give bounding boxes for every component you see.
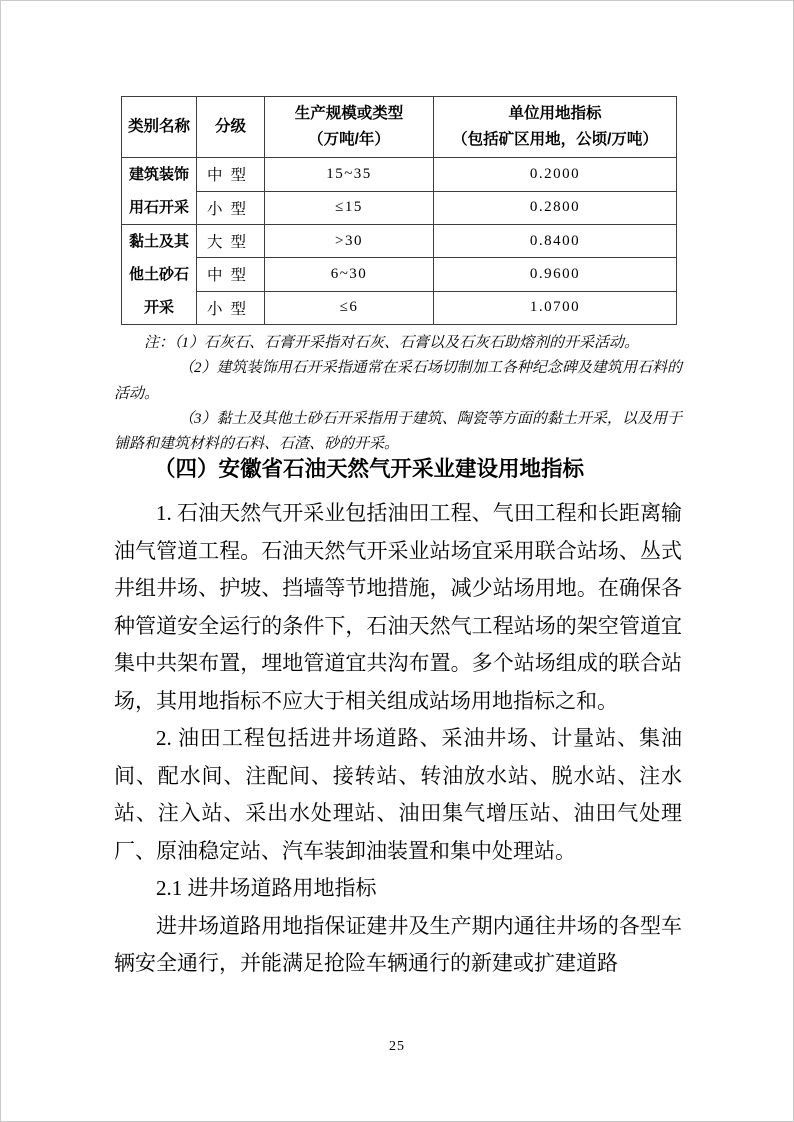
cell-scale: 15~35 bbox=[265, 158, 434, 192]
header-indicator-line2: （包括矿区用地，公顷/万吨） bbox=[452, 131, 658, 148]
table-header-row bbox=[122, 97, 677, 158]
table-row bbox=[122, 258, 677, 291]
cell-scale: 6~30 bbox=[265, 258, 434, 291]
header-category: 类别名称 bbox=[122, 97, 197, 158]
cell-indicator: 0.9600 bbox=[434, 258, 677, 291]
page-number: 25 bbox=[389, 1039, 405, 1054]
header-scale-line2: （万吨/年） bbox=[308, 131, 390, 148]
cell-grade: 大型 bbox=[197, 225, 265, 258]
header-grade: 分级 bbox=[197, 97, 265, 158]
cell-indicator: 0.2800 bbox=[434, 191, 677, 225]
header-scale bbox=[265, 97, 434, 158]
paragraph-2: 2. 油田工程包括进井场道路、采油井场、计量站、集油间、配水间、注配间、接转站、转油放水站、脱水站、注水站、注入站、采出水处理站、油田集气增压站、油田气处理厂、原油稳定站、汽车装卸油装置和集中处理站。 bbox=[114, 726, 682, 863]
header-scale-line1: 生产规模或类型 bbox=[294, 105, 404, 122]
note-1: 注：（1）石灰石、石膏开采指对石灰、石膏以及石灰石助熔剂的开采活动。 bbox=[144, 335, 640, 351]
land-use-indicator-table bbox=[121, 96, 677, 325]
cell-indicator: 1.0700 bbox=[434, 291, 677, 324]
cell-grade: 中型 bbox=[197, 158, 265, 192]
note-2: （2）建筑装饰用石开采指通常在采石场切制加工各种纪念碑及建筑用石料的活动。 bbox=[114, 360, 682, 402]
table-row bbox=[122, 191, 677, 225]
cell-scale: >30 bbox=[265, 225, 434, 258]
paragraph-1: 1. 石油天然气开采业包括油田工程、气田工程和长距离输油气管道工程。石油天然气开采业站场宜采用联合站场、丛式井组井场、护坡、挡墙等节地措施，减少站场用地。在确保各种管道安全运行的条件下，石油天然气工程站场的架空管道宜集中共架布置，埋地管道宜共沟布置。多个站场组成的联合站场，其用地指标不应大于相关组成站场用地指标之和。 bbox=[114, 501, 682, 713]
header-indicator-line1: 单位用地指标 bbox=[508, 105, 602, 122]
table-row bbox=[122, 291, 677, 324]
cell-category-building-stone: 建筑装饰用石开采 bbox=[122, 158, 197, 225]
cell-category-clay-sand: 黏土及其他土砂石开采 bbox=[122, 225, 197, 325]
header-indicator bbox=[434, 97, 677, 158]
table-notes bbox=[114, 331, 682, 457]
table-row bbox=[122, 158, 677, 192]
cell-grade: 小型 bbox=[197, 191, 265, 225]
cell-grade: 小型 bbox=[197, 291, 265, 324]
table-row bbox=[122, 225, 677, 258]
note-3: （3）黏土及其他土砂石开采指用于建筑、陶瓷等方面的黏土开采，以及用于铺路和建筑材料的石料、石渣、砂的开采。 bbox=[114, 410, 682, 453]
section-heading: （四）安徽省石油天然气开采业建设用地指标 bbox=[154, 457, 585, 481]
cell-indicator: 0.8400 bbox=[434, 225, 677, 258]
cell-grade: 中型 bbox=[197, 258, 265, 291]
cell-scale: ≤6 bbox=[265, 291, 434, 324]
cell-scale: ≤15 bbox=[265, 191, 434, 225]
cell-indicator: 0.2000 bbox=[434, 158, 677, 192]
body-text bbox=[114, 495, 682, 983]
paragraph-3: 进井场道路用地指保证建井及生产期内通往井场的各型车辆安全通行，并能满足抢险车辆通行的新建或扩建道路 bbox=[114, 913, 682, 975]
subsection-2-1-heading: 2.1 进井场道路用地指标 bbox=[156, 876, 377, 900]
